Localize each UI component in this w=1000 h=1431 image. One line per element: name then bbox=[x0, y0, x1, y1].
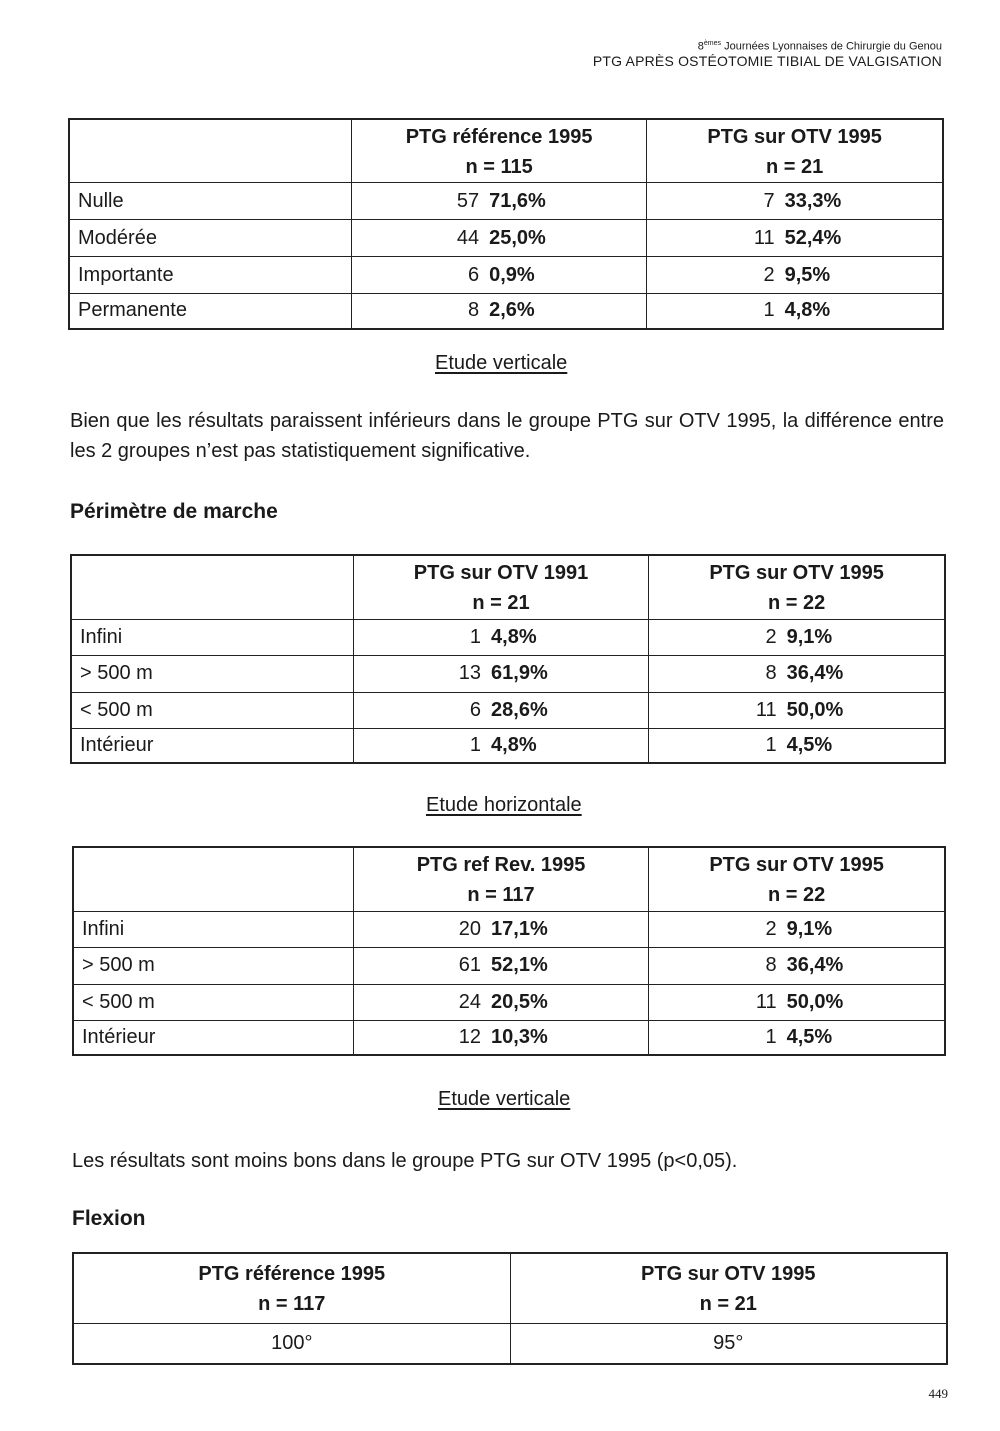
column-title: PTG sur OTV 1991 bbox=[413, 562, 589, 585]
table-corner-cell bbox=[71, 555, 353, 619]
column-title: PTG référence 1995 bbox=[405, 126, 593, 148]
column-title: PTG sur OTV 1995 bbox=[709, 562, 884, 585]
table-caption: Etude verticale bbox=[438, 1088, 571, 1110]
percent-value: 61,9% bbox=[491, 662, 548, 684]
flexion-value-otv: 95° bbox=[510, 1323, 947, 1364]
count-value: 11 bbox=[755, 698, 777, 721]
column-header-otv bbox=[647, 119, 943, 183]
percent-value: 9,1% bbox=[786, 917, 833, 940]
percent-value: 4,5% bbox=[786, 733, 833, 756]
percent-value: 52,1% bbox=[491, 954, 548, 976]
value-cell bbox=[649, 911, 945, 947]
count-value: 2 bbox=[765, 625, 777, 648]
column-sample-size: n = 22 bbox=[767, 884, 826, 907]
percent-value: 33,3% bbox=[784, 189, 842, 212]
count-value: 2 bbox=[765, 917, 777, 940]
percent-value: 4,8% bbox=[491, 733, 537, 756]
column-sample-size: n = 21 bbox=[699, 1293, 757, 1316]
value-cell bbox=[649, 619, 945, 655]
percent-value: 25,0% bbox=[489, 226, 546, 249]
percent-value: 36,4% bbox=[786, 954, 844, 976]
count-value: 1 bbox=[765, 1025, 777, 1048]
section-heading: Flexion bbox=[72, 1207, 146, 1230]
table-row bbox=[71, 692, 945, 728]
count-value: 6 bbox=[469, 698, 482, 721]
table-row bbox=[71, 728, 945, 763]
value-cell bbox=[353, 984, 648, 1020]
percent-value: 36,4% bbox=[786, 662, 844, 684]
count-value: 11 bbox=[753, 226, 775, 249]
table-row bbox=[73, 1020, 945, 1055]
value-cell bbox=[353, 1020, 648, 1055]
percent-value: 9,1% bbox=[786, 625, 833, 648]
table-perimetre-vertical bbox=[72, 846, 946, 1056]
column-header-otv-1991 bbox=[353, 555, 648, 619]
row-label: Infini bbox=[73, 911, 353, 947]
column-header-otv-1995 bbox=[649, 555, 945, 619]
count-value: 20 bbox=[458, 917, 482, 940]
page-number: 449 bbox=[928, 1386, 948, 1401]
section-heading: Périmètre de marche bbox=[70, 500, 278, 523]
count-value: 1 bbox=[765, 733, 777, 756]
value-cell bbox=[353, 619, 648, 655]
value-cell bbox=[649, 655, 945, 692]
row-label: < 500 m bbox=[71, 692, 353, 728]
value-cell bbox=[649, 728, 945, 763]
row-label: > 500 m bbox=[73, 947, 353, 984]
header-edition-suffix: èmes bbox=[703, 40, 722, 47]
row-label: Modérée bbox=[69, 220, 351, 257]
column-sample-size: n = 115 bbox=[465, 156, 533, 178]
value-cell bbox=[351, 294, 646, 329]
column-sample-size: n = 22 bbox=[767, 592, 826, 615]
value-cell bbox=[647, 294, 943, 329]
table-row bbox=[71, 655, 945, 692]
percent-value: 71,6% bbox=[489, 189, 546, 212]
table-row bbox=[73, 1323, 947, 1364]
row-label: Importante bbox=[69, 257, 351, 294]
percent-value: 4,8% bbox=[784, 299, 831, 322]
count-value: 61 bbox=[458, 954, 482, 976]
row-label: > 500 m bbox=[71, 655, 353, 692]
count-value: 1 bbox=[469, 733, 482, 756]
percent-value: 50,0% bbox=[786, 698, 844, 721]
percent-value: 10,3% bbox=[491, 1025, 548, 1048]
count-value: 8 bbox=[765, 954, 777, 976]
table-row bbox=[73, 911, 945, 947]
count-value: 1 bbox=[763, 299, 775, 322]
count-value: 7 bbox=[763, 189, 775, 212]
percent-value: 4,5% bbox=[786, 1025, 833, 1048]
count-value: 13 bbox=[458, 662, 482, 684]
table-corner-cell bbox=[69, 119, 351, 183]
count-value: 1 bbox=[469, 625, 482, 648]
table-flexion bbox=[72, 1252, 948, 1365]
table-row bbox=[69, 294, 943, 329]
value-cell bbox=[353, 947, 648, 984]
value-cell bbox=[351, 183, 646, 220]
row-label: Intérieur bbox=[73, 1020, 353, 1055]
count-value: 57 bbox=[456, 189, 480, 212]
table-perimetre-horizontal bbox=[70, 554, 946, 764]
column-title: PTG sur OTV 1995 bbox=[707, 126, 882, 148]
count-value: 12 bbox=[458, 1025, 482, 1048]
header-article-title: PTG APRÈS OSTÉOTOMIE TIBIAL DE VALGISATION bbox=[592, 53, 942, 70]
value-cell bbox=[649, 947, 945, 984]
row-label: < 500 m bbox=[73, 984, 353, 1020]
table-row bbox=[69, 257, 943, 294]
percent-value: 9,5% bbox=[784, 263, 831, 286]
column-title: PTG ref Rev. 1995 bbox=[416, 854, 586, 877]
percent-value: 17,1% bbox=[491, 917, 548, 940]
table-caption: Etude horizontale bbox=[426, 794, 582, 816]
header-edition-number: 8 bbox=[697, 40, 704, 53]
row-label: Permanente bbox=[69, 294, 351, 329]
column-title: PTG sur OTV 1995 bbox=[641, 1263, 816, 1286]
column-title: PTG sur OTV 1995 bbox=[709, 854, 884, 877]
percent-value: 52,4% bbox=[784, 226, 842, 249]
column-header-ref-rev bbox=[353, 847, 648, 911]
column-sample-size: n = 21 bbox=[765, 156, 824, 178]
row-label: Intérieur bbox=[71, 728, 353, 763]
value-cell bbox=[647, 257, 943, 294]
table-row bbox=[71, 619, 945, 655]
header-conference-name: Journées Lyonnaises de Chirurgie du Genou bbox=[721, 40, 942, 53]
count-value: 8 bbox=[765, 662, 777, 684]
count-value: 6 bbox=[467, 263, 480, 286]
table-row bbox=[73, 947, 945, 984]
value-cell bbox=[649, 1020, 945, 1055]
running-header bbox=[593, 40, 942, 69]
row-label: Nulle bbox=[69, 183, 351, 220]
value-cell bbox=[351, 257, 646, 294]
column-title: PTG référence 1995 bbox=[198, 1263, 386, 1286]
count-value: 24 bbox=[458, 990, 482, 1013]
table-corner-cell bbox=[73, 847, 353, 911]
value-cell bbox=[353, 911, 648, 947]
count-value: 11 bbox=[755, 990, 777, 1013]
column-sample-size: n = 117 bbox=[258, 1293, 326, 1316]
column-header-otv bbox=[510, 1253, 947, 1323]
column-header-reference bbox=[351, 119, 646, 183]
percent-value: 50,0% bbox=[786, 990, 844, 1013]
value-cell bbox=[649, 692, 945, 728]
column-header-otv-1995 bbox=[649, 847, 945, 911]
percent-value: 20,5% bbox=[491, 990, 548, 1013]
paragraph: Les résultats sont moins bons dans le groupe PTG sur OTV 1995 (p<0,05). bbox=[72, 1150, 738, 1172]
table-row bbox=[69, 220, 943, 257]
percent-value: 28,6% bbox=[491, 698, 548, 721]
paragraph: Bien que les résultats paraissent inférieurs dans le groupe PTG sur OTV 1995, la différence entre les 2 groupes n’est pas statistiquement significative. bbox=[70, 410, 944, 462]
percent-value: 4,8% bbox=[491, 625, 537, 648]
percent-value: 0,9% bbox=[489, 263, 535, 286]
value-cell bbox=[353, 728, 648, 763]
table-row bbox=[69, 183, 943, 220]
header-conference-line bbox=[593, 40, 942, 53]
table-row bbox=[73, 984, 945, 1020]
percent-value: 2,6% bbox=[489, 299, 535, 322]
column-header-reference bbox=[73, 1253, 510, 1323]
flexion-value-reference: 100° bbox=[73, 1323, 510, 1364]
row-label: Infini bbox=[71, 619, 353, 655]
count-value: 44 bbox=[456, 226, 480, 249]
table-douleur bbox=[68, 118, 944, 330]
value-cell bbox=[351, 220, 646, 257]
value-cell bbox=[353, 692, 648, 728]
value-cell bbox=[647, 220, 943, 257]
column-sample-size: n = 117 bbox=[467, 884, 535, 907]
count-value: 8 bbox=[467, 299, 480, 322]
table-caption: Etude verticale bbox=[435, 352, 568, 374]
value-cell bbox=[649, 984, 945, 1020]
value-cell bbox=[353, 655, 648, 692]
count-value: 2 bbox=[763, 263, 775, 286]
column-sample-size: n = 21 bbox=[472, 592, 530, 615]
value-cell bbox=[647, 183, 943, 220]
